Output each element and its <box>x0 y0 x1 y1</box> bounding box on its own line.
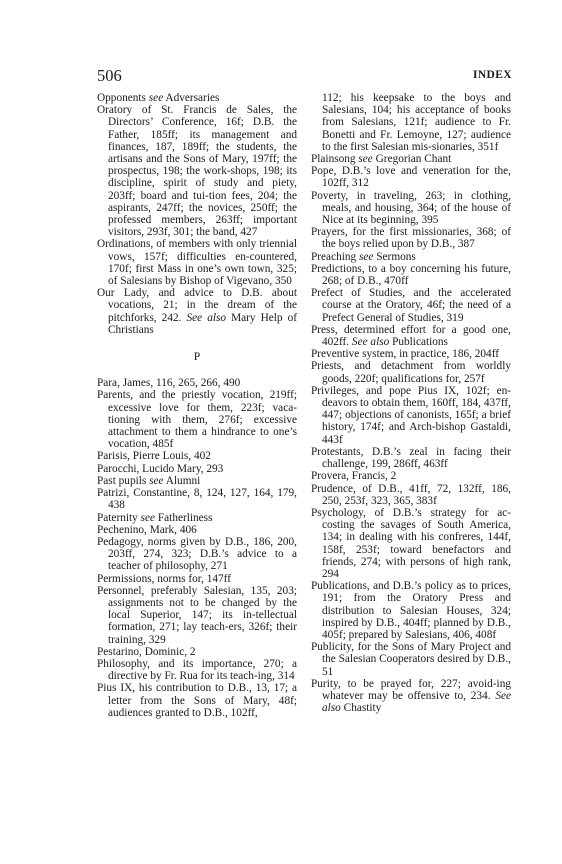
index-entry: Ordinations, of members with only triennial vows, 157f; difficulties en-countered, 170f; first Mass in one’s own town, 325; of Salesians by Bishop of Vigevano, 350 <box>97 238 297 288</box>
index-entry: Opponents see Adversaries <box>97 92 220 104</box>
index-entry: Oratory of St. Francis de Sales, the Directors’ Conference, 16f; D.B. the Father, 185ff; its management and finances, 187, 189ff; the students, the artisans and the Sons of Mary, 197ff; the prospectus, 198; the work-shops, 198; its discipline, spirit of study and piety, 203ff; board and tui-tion fees, 204; the aspirants, 247ff; the novices, 250ff; the professed members, 263ff; important visitors, 293f, 301; the band, 427 <box>97 104 297 239</box>
index-entry: Priests, and detachment from worldly goods, 220f; qualifications for, 257f <box>311 360 511 385</box>
section-letter: P <box>193 351 201 364</box>
index-entry: Pechenino, Mark, 406 <box>97 523 197 536</box>
index-entry: Prudence, of D.B., 41ff, 72, 132ff, 186, 250, 253f, 323, 365, 383f <box>311 482 511 507</box>
index-entry: Provera, Francis, 2 <box>311 470 397 483</box>
entries-group <box>97 377 297 719</box>
index-entry: Parents, and the priestly vocation, 219ff; excessive love for them, 223f; vaca-tioning with them, 276f; excessive attachment to them a hindrance to one’s vocation, 485f <box>97 389 297 451</box>
index-entry: Pedagogy, norms given by D.B., 186, 200, 203ff, 274, 323; D.B.’s advice to a teacher of philosophy, 271 <box>97 535 297 573</box>
index-entry: Pestarino, Dominic, 2 <box>97 645 196 658</box>
index-entry: Prayers, for the first missionaries, 368; of the boys relied upon by D.B., 387 <box>311 226 511 251</box>
index-entry: Pius IX, his contribution to D.B., 13, 17; a letter from the Sons of Mary, 48f; audiences granted to D.B., 102ff, <box>97 682 297 719</box>
index-entry: Prefect of Studies, and the accelerated course at the Oratory, 46f; the need of a Prefect General of Studies, 319 <box>311 287 511 324</box>
index-entry: Philosophy, and its importance, 270; a directive by Fr. Rua for its teach-ing, 314 <box>97 657 297 683</box>
page-header <box>97 66 512 86</box>
index-entry: Patrizi, Constantine, 8, 124, 127, 164, 179, 438 <box>97 487 297 512</box>
index-entry: Paternity see Fatherliness <box>97 511 213 524</box>
index-entry: Press, determined effort for a good one, 402ff. See also Publications <box>311 323 511 349</box>
index-entry: Parocchi, Lucido Mary, 293 <box>97 462 224 475</box>
index-entry: Publications, and D.B.’s policy as to prices, 191; from the Oratory Press and distribution to Salesian Houses, 324; inspired by D.B., 404ff; planned by D.B., 405f; prepared by Salesians, 406, 408f <box>311 580 511 641</box>
index-entry: Parisis, Pierre Louis, 402 <box>97 450 211 463</box>
index-entry: Privileges, and pope Pius IX, 102f; en-deavors to obtain them, 160ff, 184, 437ff, 447; objections of canonists, 165f; a brief history, 174f; and Arch-bishop Gastaldi, 443f <box>311 384 511 446</box>
index-entry: Protestants, D.B.’s zeal in facing their challenge, 199, 286ff, 463ff <box>311 445 511 471</box>
right-column <box>311 92 511 714</box>
index-entry: Predictions, to a boy concerning his future, 268; of D.B., 470ff <box>311 262 511 288</box>
left-column <box>97 92 297 719</box>
entries-group <box>97 92 297 336</box>
entries-group <box>311 153 511 714</box>
running-title: INDEX <box>472 69 512 81</box>
continued-entry: 112; his keepsake to the boys and Salesians, 104; his acceptance of books from Salesians, 121f; audience to Fr. Bonetti and Fr. Lemoyne, 127; audience to the first Salesian mis-sionaries, 351f <box>322 92 511 153</box>
index-entry: Psychology, of D.B.’s strategy for ac-costing the savages of South America, 134; in dealing with his confreres, 144f, 158f, 253f; toward benefactors and friends, 274; with persons of high rank, 294 <box>311 506 511 580</box>
index-entry: Preventive system, in practice, 186, 204ff <box>311 348 500 361</box>
index-entry: Para, James, 116, 265, 266, 490 <box>97 377 241 390</box>
index-entry: Permissions, norms for, 147ff <box>97 572 231 585</box>
index-entry: Preaching see Sermons <box>311 250 416 263</box>
index-entry: Plainsong see Gregorian Chant <box>311 153 452 166</box>
index-entry: Past pupils see Alumni <box>97 474 201 487</box>
index-entry: Personnel, preferably Salesian, 135, 203; assignments not to be changed by the local Superior, 147; its in-tellectual formation, 271; lay teach-ers, 326f; their training, 329 <box>97 584 297 646</box>
index-entry: Pope, D.B.’s love and veneration for the, 102ff, 312 <box>311 165 511 190</box>
index-entry: Our Lady, and advice to D.B. about vocations, 21; in the dream of the pitchforks, 242. See also Mary Help of Christians <box>97 287 297 336</box>
index-entry: Poverty, in traveling, 263; in clothing, meals, and housing, 364; of the house of Nice at its beginning, 395 <box>311 189 511 227</box>
page-number: 506 <box>97 66 122 85</box>
index-entry: Purity, to be prayed for, 227; avoid-ing whatever may be offensive to, 234. See also Chastity <box>311 677 511 715</box>
index-entry: Publicity, for the Sons of Mary Project and the Salesian Cooperators desired by D.B., 51 <box>311 641 511 678</box>
